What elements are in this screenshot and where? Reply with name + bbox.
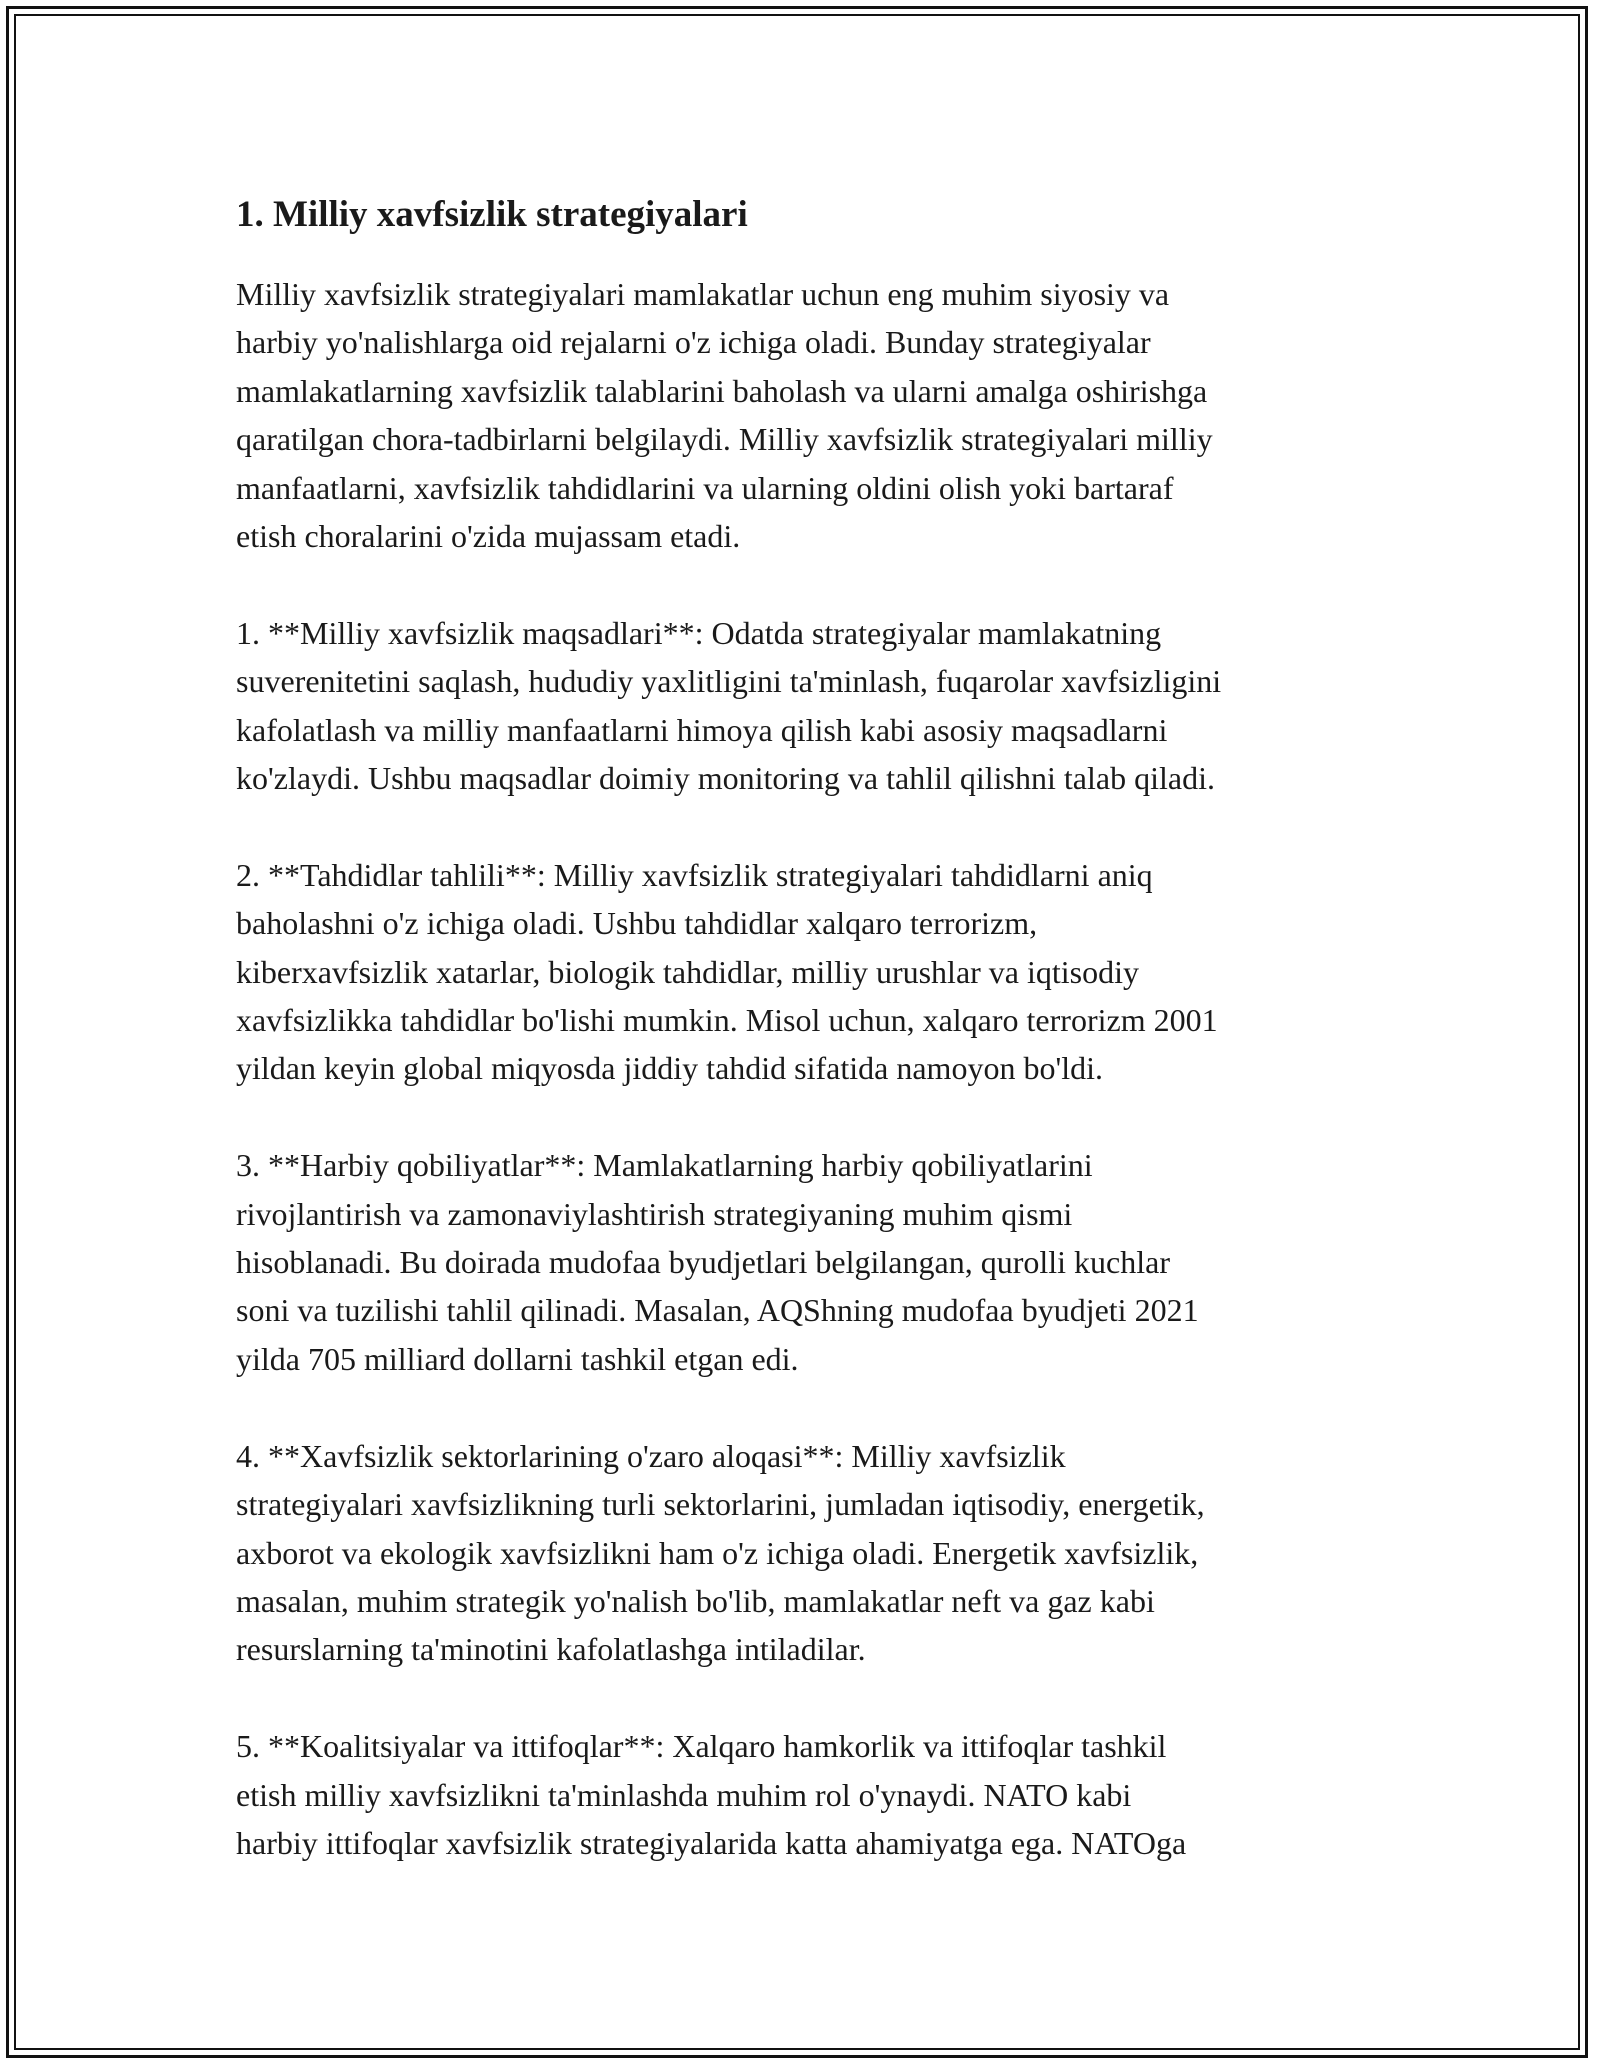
list-item-goals: 1. **Milliy xavfsizlik maqsadlari**: Odatda strategiyalar mamlakatning suverenitetini saqlash, hududiy yaxlitligini ta'minlash, fuqarolar xavfsizligini kafolatlash va milliy manfaatlarni himoya qilish kabi asosiy maqsadlarni ko'zlaydi. Ushbu maqsadlar doimiy monitoring va tahlil qilishni talab qiladi. xyxy=(236,614,1222,797)
list-item-sectors: 4. **Xavfsizlik sektorlarining o'zaro aloqasi**: Milliy xavfsizlik strategiyalari xavfsizlikning turli sektorlarini, jumladan iqtisodiy, energetik, axborot va ekologik xavfsizlikni ham o'z ichiga oladi. Energetik xavfsizlik, masalan, muhim strategik yo'nalish bo'lib, mamlakatlar neft va gaz kabi resurslarning ta'minotini kafolatlashga intiladilar. xyxy=(236,1437,1205,1668)
section-heading: 1. Milliy xavfsizlik strategiyalari xyxy=(236,194,748,235)
list-item-threats: 2. **Tahdidlar tahlili**: Milliy xavfsizlik strategiyalari tahdidlarni aniq baholashni o'z ichiga oladi. Ushbu tahdidlar xalqaro terrorizm, kiberxavfsizlik xatarlar, biologik tahdidlar, milliy urushlar va iqtisodiy xavfsizlikka tahdidlar bo'lishi mumkin. Misol uchun, xalqaro terrorizm 2001 yildan keyin global miqyosda jiddiy tahdid sifatida namoyon bo'ldi. xyxy=(236,856,1218,1087)
list-item-coalitions: 5. **Koalitsiyalar va ittifoqlar**: Xalqaro hamkorlik va ittifoqlar tashkil etish milliy xavfsizlikni ta'minlashda muhim rol o'ynaydi. NATO kabi harbiy ittifoqlar xavfsizlik strategiyalarida katta ahamiyatga ega. NATOga xyxy=(236,1728,1187,1861)
intro-paragraph: Milliy xavfsizlik strategiyalari mamlakatlar uchun eng muhim siyosiy va harbiy yo'nalishlarga oid rejalarni o'z ichiga oladi. Bunday strategiyalar mamlakatlarning xavfsizlik talablarini baholash va ularni amalga oshirishga qaratilgan chora-tadbirlarni belgilaydi. Milliy xavfsizlik strategiyalari milliy manfaatlarni, xavfsizlik tahdidlarini va ularning oldini olish yoki bartaraf etish choralarini o'zida mujassam etadi. xyxy=(236,276,1213,555)
document-body xyxy=(236,186,1386,1916)
list-item-military: 3. **Harbiy qobiliyatlar**: Mamlakatlarning harbiy qobiliyatlarini rivojlantirish va zamonaviylashtirish strategiyaning muhim qismi hisoblanadi. Bu doirada mudofaa byudjetlari belgilangan, qurolli kuchlar soni va tuzilishi tahlil qilinadi. Masalan, AQShning mudofaa byudjeti 2021 yilda 705 milliard dollarni tashkil etgan edi. xyxy=(236,1147,1199,1377)
